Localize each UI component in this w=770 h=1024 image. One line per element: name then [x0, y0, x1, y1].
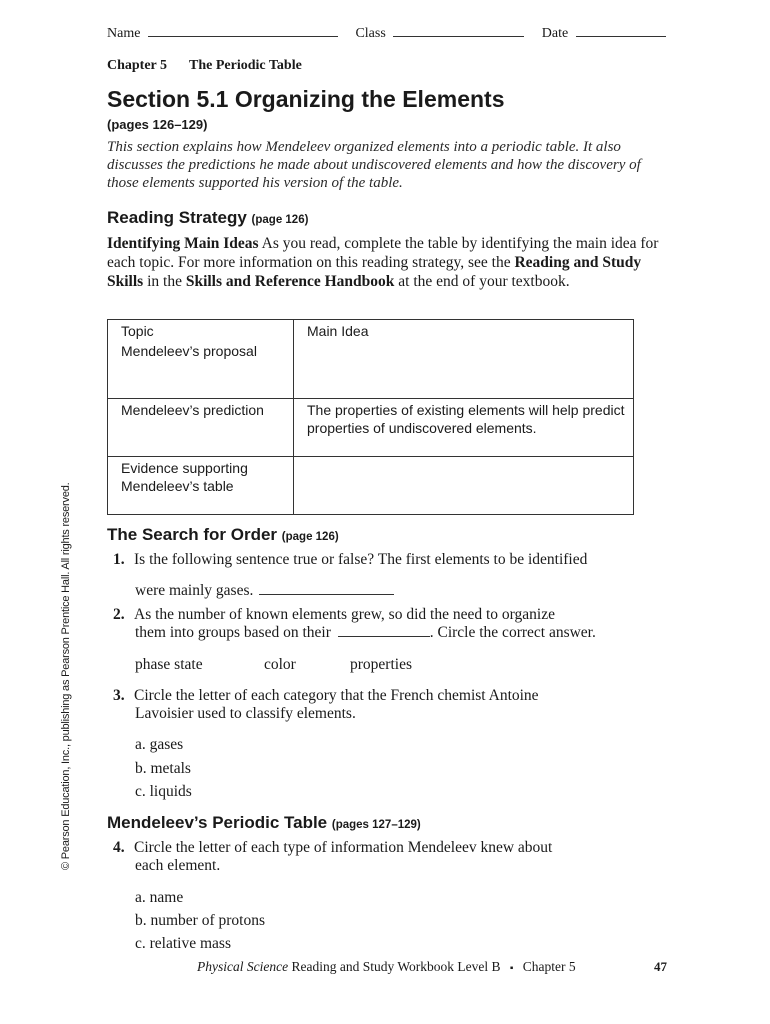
search-order-heading [107, 525, 339, 545]
main-idea-answer-cell[interactable] [294, 340, 634, 399]
reading-strategy-bold-2: Skills and Reference Handbook [185, 273, 395, 290]
date-field[interactable] [576, 24, 666, 37]
topic-cell: Evidence supporting Mendeleev’s table [108, 457, 294, 515]
topic-cell: Mendeleev’s proposal [108, 340, 294, 399]
question-text: Circle the letter of each type of information Mendeleev knew about [134, 839, 553, 856]
question-2-options [135, 655, 412, 674]
question-number: 3. [113, 687, 125, 704]
footer-bullet: ▪ [509, 963, 514, 974]
name-label: Name [107, 26, 141, 41]
question-text: Is the following sentence true or false? The first elements to be identified [134, 551, 588, 568]
answer-option[interactable]: b. number of protons [135, 912, 266, 929]
reading-strategy-text-2: in the [147, 273, 182, 290]
question-number: 1. [113, 551, 125, 568]
question-text: each element. [135, 857, 221, 874]
search-order-pages: (page 126) [281, 531, 339, 543]
question-text: them into groups based on their [135, 624, 331, 641]
reading-strategy-pages: (page 126) [251, 214, 309, 226]
table-row [108, 399, 634, 457]
question-text: Lavoisier used to classify elements. [135, 705, 356, 722]
section-pages: (pages 126–129) [107, 117, 208, 132]
date-label: Date [541, 26, 569, 41]
reading-strategy-lead: Identifying Main Ideas [107, 235, 259, 252]
question-text: . Circle the correct answer. [429, 624, 596, 641]
table-row [108, 457, 634, 515]
col-main-idea-header: Main Idea [294, 320, 634, 341]
periodic-table-heading [107, 813, 421, 833]
footer-book-italic: Physical Science [197, 959, 289, 974]
answer-option[interactable]: a. name [135, 889, 184, 906]
question-1-continuation [135, 581, 394, 600]
main-idea-cell: The properties of existing elements will help predict properties of undiscovered elements. [294, 399, 634, 457]
question-number: 2. [113, 606, 125, 623]
periodic-table-pages: (pages 127–129) [331, 819, 421, 831]
class-label: Class [355, 26, 386, 41]
question-text: As the number of known elements grew, so did the need to organize [134, 606, 555, 623]
answer-option[interactable]: c. liquids [135, 783, 192, 800]
chapter-label: Chapter 5 [107, 58, 168, 73]
question-3 [113, 686, 539, 705]
chapter-title: The Periodic Table [189, 58, 302, 73]
question-1 [113, 550, 587, 569]
class-field[interactable] [393, 24, 524, 37]
question-4 [113, 838, 552, 857]
question-number: 4. [113, 839, 125, 856]
name-field[interactable] [148, 24, 338, 37]
student-info-header [107, 24, 666, 42]
footer-chapter: Chapter 5 [522, 959, 576, 974]
section-intro: This section explains how Mendeleev organized elements into a periodic table. It also discusses the predictions he made about undiscovered elements and how the discovery of those elements supported his version of the table. [107, 139, 641, 191]
table-row [108, 340, 634, 399]
table-header-row [108, 320, 634, 341]
answer-blank[interactable] [259, 582, 394, 595]
question-2 [113, 605, 555, 624]
search-order-title: The Search for Order [107, 525, 278, 544]
answer-option[interactable]: a. gases [135, 736, 184, 753]
answer-option[interactable]: phase state [135, 656, 203, 673]
main-idea-answer-cell[interactable] [294, 457, 634, 515]
footer-book-title: Reading and Study Workbook Level B [291, 959, 501, 974]
periodic-table-title: Mendeleev’s Periodic Table [107, 813, 328, 832]
question-text: were mainly gases. [135, 582, 254, 599]
answer-option[interactable]: b. metals [135, 760, 191, 777]
answer-option[interactable]: c. relative mass [135, 935, 231, 952]
reading-strategy-text-1: As you read, complete the table by identifying the main idea for each topic. For more information on this reading strategy, see the [107, 235, 659, 271]
reading-strategy-bold-1: Reading and Study Skills [107, 254, 642, 290]
answer-option[interactable]: color [264, 656, 296, 673]
question-2-continuation [135, 623, 596, 642]
reading-strategy-title: Reading Strategy [107, 208, 247, 227]
chapter-line [107, 58, 302, 74]
copyright-notice: © Pearson Education, Inc., publishing as Pearson Prentice Hall. All rights reserved. [60, 482, 72, 870]
reading-strategy-text [107, 234, 667, 291]
page-number: 47 [654, 959, 667, 974]
col-topic-header: Topic [108, 320, 294, 341]
answer-option[interactable]: properties [350, 656, 412, 673]
reading-strategy-heading [107, 208, 308, 228]
topic-cell: Mendeleev’s prediction [108, 399, 294, 457]
reading-strategy-table [107, 319, 634, 515]
reading-strategy-text-3: at the end of your textbook. [398, 273, 570, 290]
section-title: Section 5.1 Organizing the Elements [107, 86, 505, 112]
page-footer [197, 959, 576, 975]
question-text: Circle the letter of each category that the French chemist Antoine [134, 687, 539, 704]
answer-blank[interactable] [338, 624, 430, 637]
